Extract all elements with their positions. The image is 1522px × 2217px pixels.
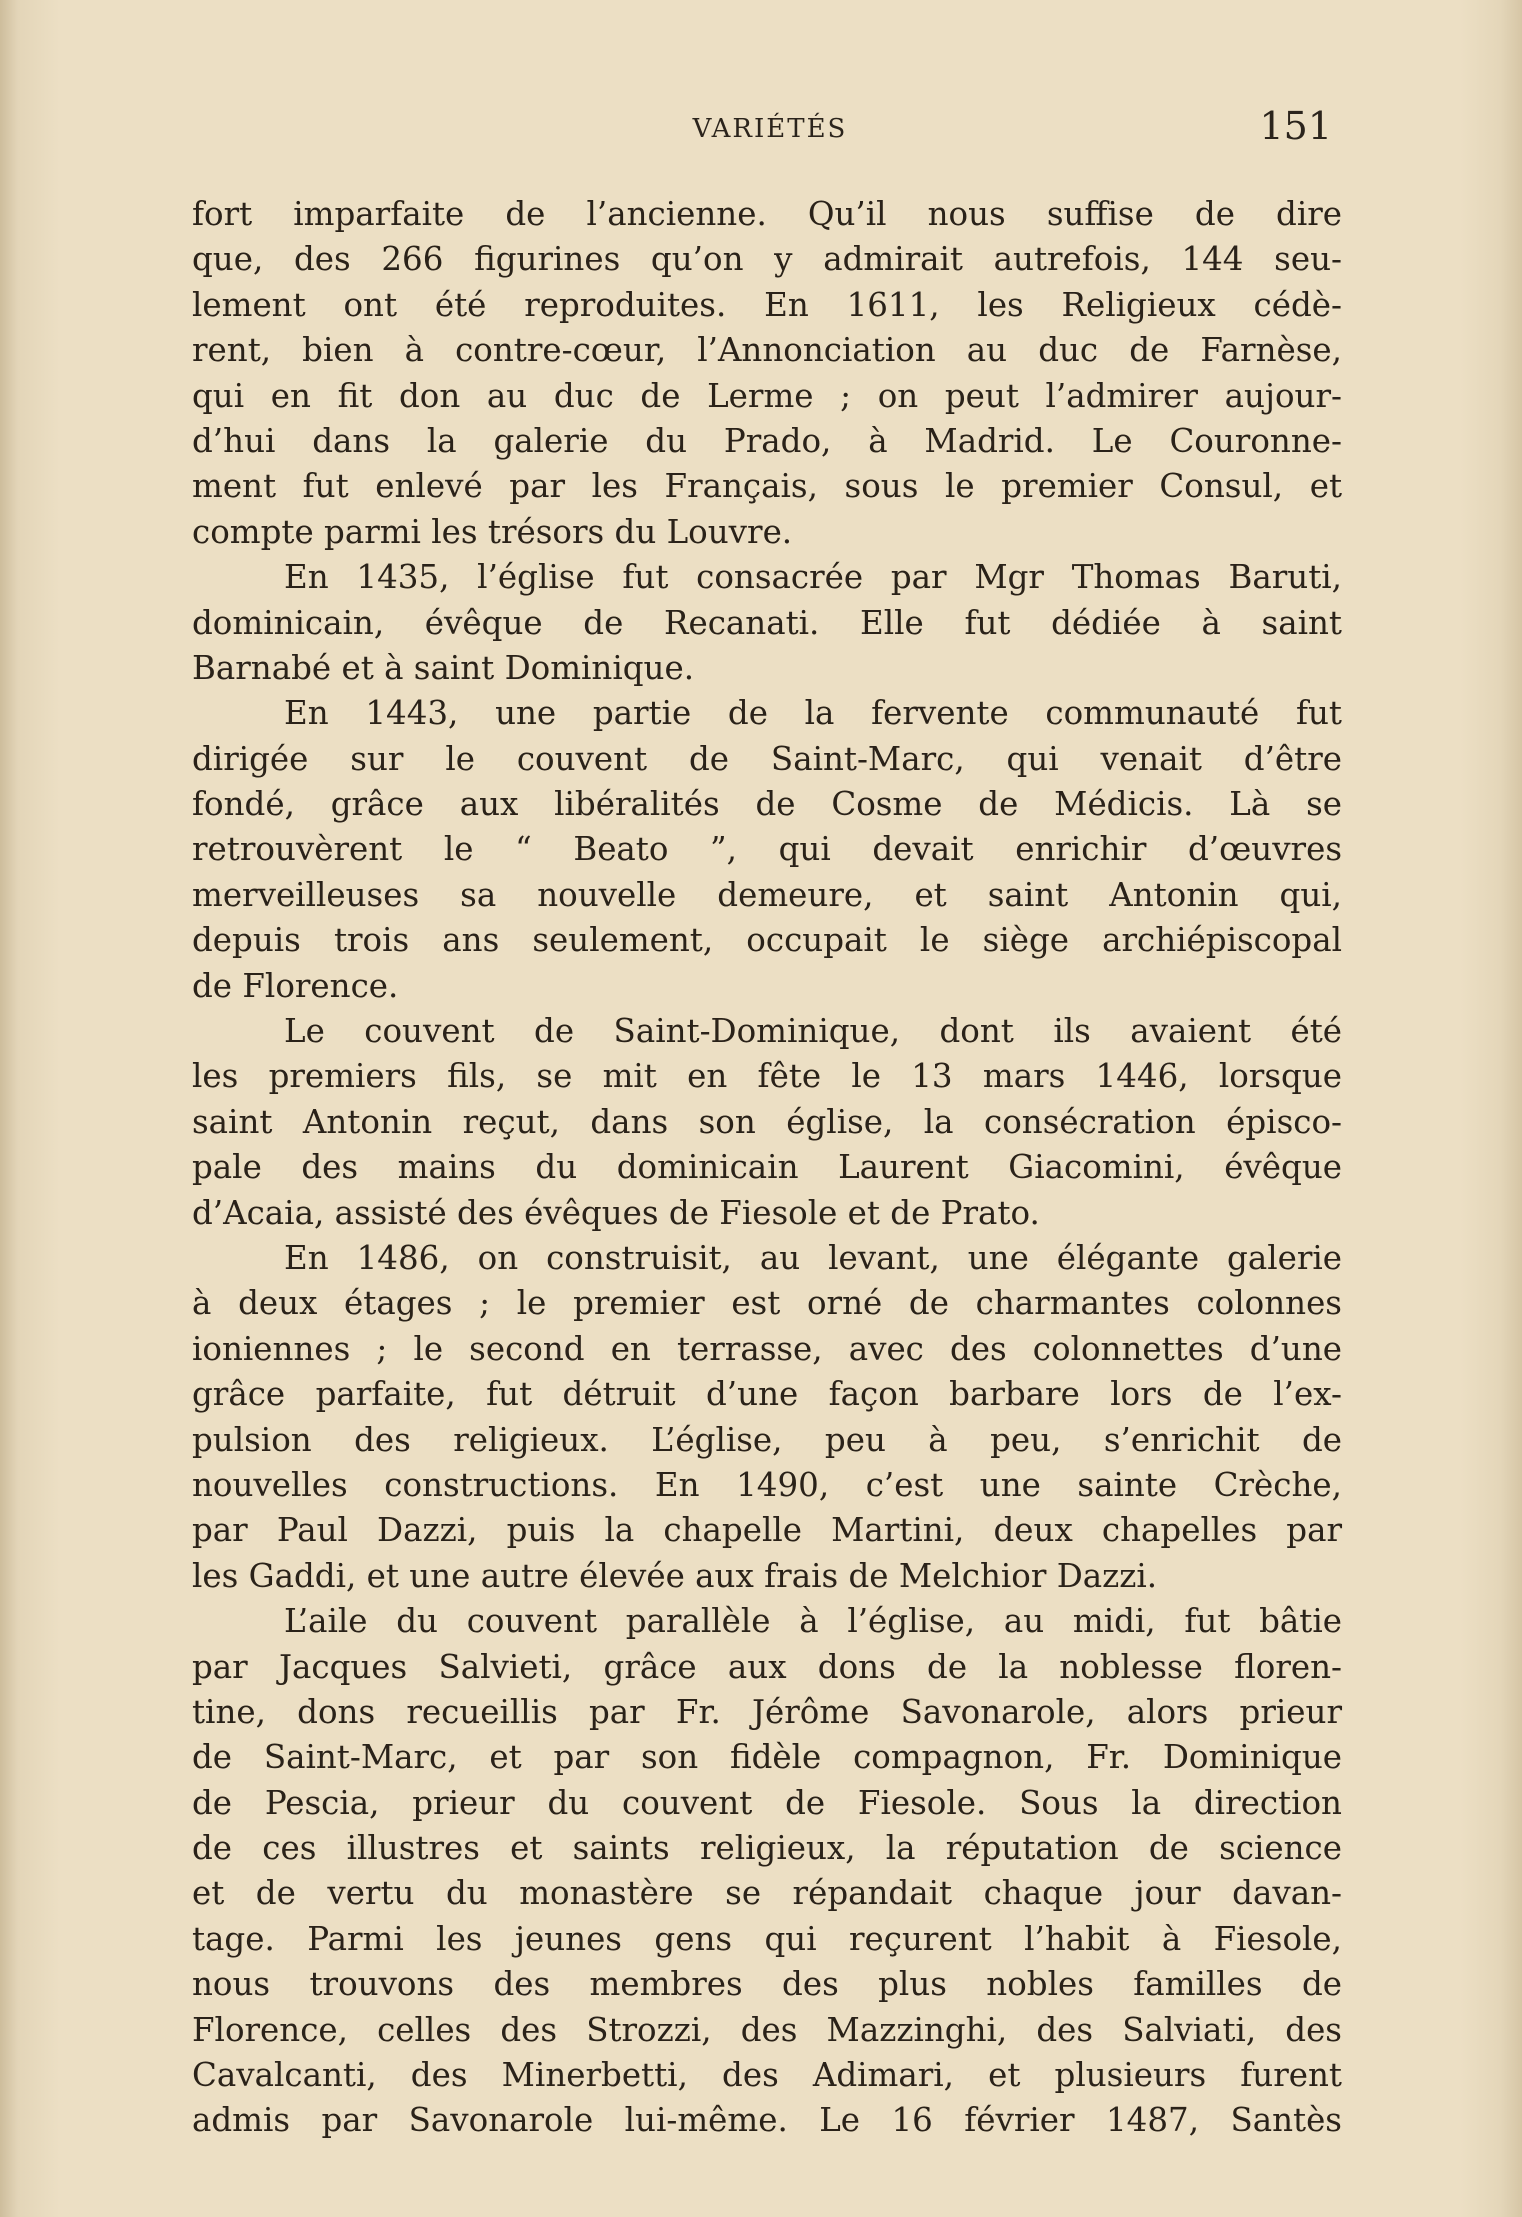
text-line: nous trouvons des membres des plus nobles familles de [192,1965,1342,2004]
text-line: les premiers fils, se mit en fête le 13 mars 1446, lorsque [192,1057,1342,1096]
text-line: par Paul Dazzi, puis la chapelle Martini, deux chapelles par [192,1511,1342,1550]
text-line: de ces illustres et saints religieux, la réputation de science [192,1829,1342,1868]
running-title: VARIÉTÉS [692,114,848,144]
text-line: dominicain, évêque de Recanati. Elle fut dédiée à saint [192,603,1342,642]
text-line: saint Antonin reçut, dans son église, la consécration épisco- [192,1102,1342,1141]
text-line: les Gaddi, et une autre élevée aux frais de Melchior Dazzi. [192,1556,1158,1595]
text-line: En 1435, l’église fut consacrée par Mgr Thomas Baruti, [284,558,1342,597]
text-line: lement ont été reproduites. En 1611, les Religieux cédè- [192,285,1342,324]
text-line: fort imparfaite de l’ancienne. Qu’il nous suffise de dire [192,195,1342,233]
page-number: 151 [1259,104,1332,148]
text-line: de Pescia, prieur du couvent de Fiesole. Sous la direction [192,1783,1342,1822]
text-line: rent, bien à contre-cœur, l’Annonciation au duc de Farnèse, [192,331,1342,370]
text-line: pulsion des religieux. L’église, peu à peu, s’enrichit de [192,1420,1342,1459]
text-line: compte parmi les trésors du Louvre. [192,512,793,551]
text-line: d’Acaia, assisté des évêques de Fiesole et de Prato. [192,1193,1040,1232]
text-line: grâce parfaite, fut détruit d’une façon barbare lors de l’ex- [192,1375,1342,1414]
text-line: ment fut enlevé par les Français, sous le premier Consul, et [192,467,1342,506]
text-line: depuis trois ans seulement, occupait le siège archiépiscopal [192,921,1342,960]
paragraph [192,1236,1342,1599]
text-line: Florence, celles des Strozzi, des Mazzinghi, des Salviati, des [192,2010,1342,2049]
text-line: fondé, grâce aux libéralités de Cosme de Médicis. Là se [192,785,1342,824]
text-line: tine, dons recueillis par Fr. Jérôme Savonarole, alors prieur [192,1692,1342,1731]
paragraph [192,1599,1342,2144]
text-line: Cavalcanti, des Minerbetti, des Adimari, et plusieurs furent [192,2056,1342,2095]
text-line: de Saint-Marc, et par son fidèle compagnon, Fr. Dominique [192,1738,1342,1777]
text-line: à deux étages ; le premier est orné de charmantes colonnes [192,1284,1342,1323]
paragraph [192,691,1342,1009]
text-line: d’hui dans la galerie du Prado, à Madrid. Le Couronne- [192,421,1342,460]
text-line: et de vertu du monastère se répandait chaque jour davan- [192,1874,1342,1913]
text-line: L’aile du couvent parallèle à l’église, au midi, fut bâtie [284,1602,1342,1641]
text-line: ioniennes ; le second en terrasse, avec des colonnettes d’une [192,1329,1342,1368]
text-line: merveilleuses sa nouvelle demeure, et saint Antonin qui, [192,875,1342,914]
paragraph [192,192,1342,555]
text-line: Barnabé et à saint Dominique. [192,648,695,687]
paragraph [192,1009,1342,1236]
text-line: En 1443, une partie de la fervente communauté fut [284,694,1342,733]
paragraph [192,555,1342,691]
text-line: Le couvent de Saint-Dominique, dont ils avaient été [284,1012,1342,1051]
text-line: qui en fit don au duc de Lerme ; on peut l’admirer aujour- [192,376,1342,415]
text-line: retrouvèrent le “ Beato ”, qui devait enrichir d’œuvres [192,830,1342,869]
text-line: En 1486, on construisit, au levant, une élégante galerie [284,1238,1342,1277]
body-text [192,192,1342,2144]
text-line: dirigée sur le couvent de Saint-Marc, qui venait d’être [192,739,1342,778]
text-line: de Florence. [192,966,399,1005]
text-line: admis par Savonarole lui-même. Le 16 février 1487, Santès [192,2101,1342,2140]
running-head [190,104,1350,158]
text-line: que, des 266 figurines qu’on y admirait autrefois, 144 seu- [192,240,1342,279]
text-line: pale des mains du dominicain Laurent Giacomini, évêque [192,1148,1342,1187]
text-line: par Jacques Salvieti, grâce aux dons de la noblesse floren- [192,1647,1342,1686]
text-line: nouvelles constructions. En 1490, c’est une sainte Crèche, [192,1465,1342,1504]
text-line: tage. Parmi les jeunes gens qui reçurent l’habit à Fiesole, [192,1919,1342,1958]
